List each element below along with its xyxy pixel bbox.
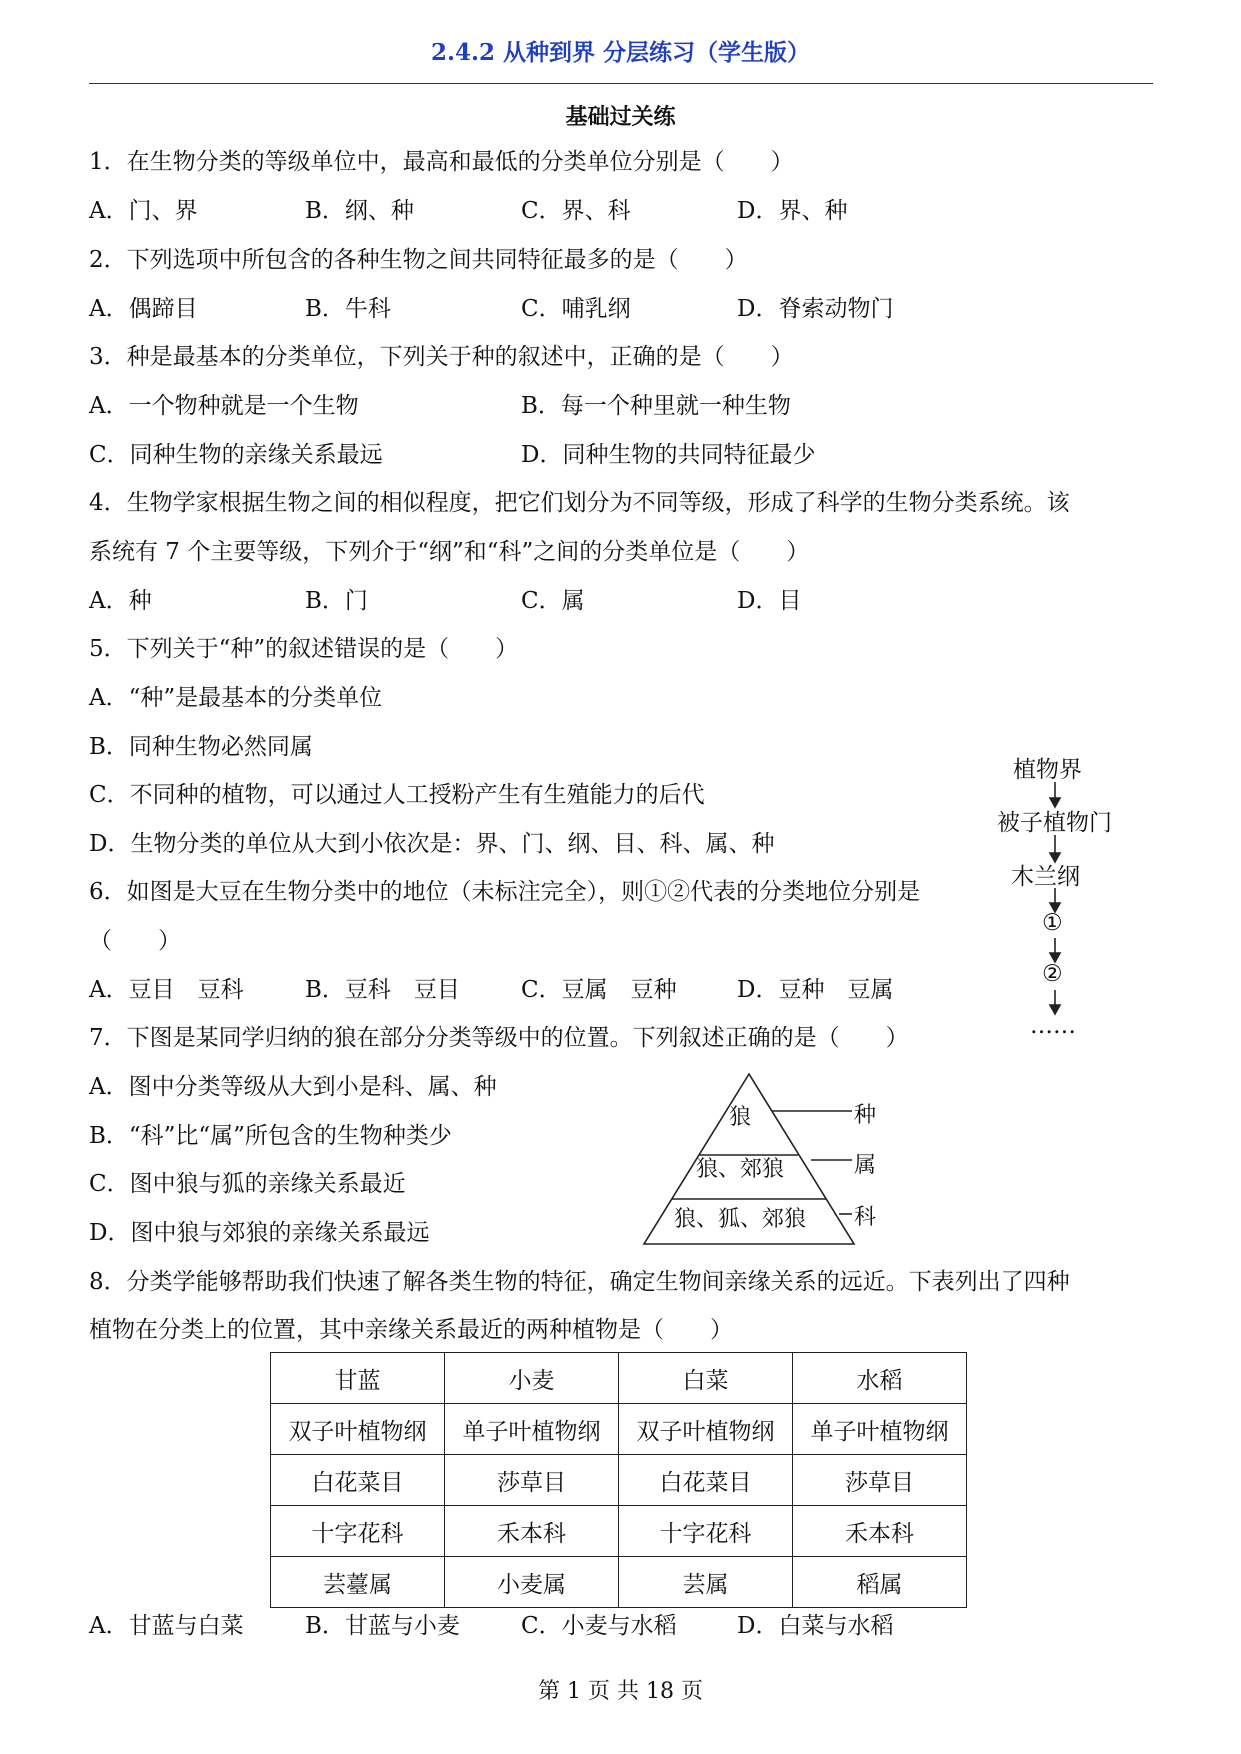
question-7-option-c: C．图中狼与狐的亲缘关系最近: [89, 1171, 406, 1197]
question-6-option-a: A．豆目 豆科: [89, 977, 244, 1003]
question-5-option-c: C．不同种的植物，可以通过人工授粉产生有生殖能力的后代: [89, 782, 705, 808]
question-2-option-c: C．哺乳纲: [521, 296, 631, 322]
page-title: 2.4.2 从种到界 分层练习（学生版）: [430, 39, 811, 66]
table-cell: 双子叶植物纲: [271, 1404, 445, 1455]
table-row: [271, 1353, 967, 1404]
question-4-stem-line-1: 4．生物学家根据生物之间的相似程度，把它们划分为不同等级，形成了科学的生物分类系统。该: [89, 490, 1070, 516]
question-8-option-a: A．甘蓝与白菜: [89, 1613, 244, 1639]
pyramid-row-family: 狼、狐、郊狼: [674, 1207, 807, 1232]
question-6-option-c: C．豆属 豆种: [521, 977, 677, 1003]
table-cell: 十字花科: [619, 1506, 793, 1557]
table-cell: 甘蓝: [271, 1353, 445, 1404]
taxonomy-level-class: 木兰纲: [1011, 864, 1080, 890]
table-cell: 小麦属: [445, 1557, 619, 1608]
question-5-option-b: B．同种生物必然同属: [89, 734, 313, 760]
table-cell: 单子叶植物纲: [445, 1404, 619, 1455]
taxonomy-level-2: ②: [1042, 961, 1063, 987]
question-1-option-a: A．门、界: [89, 198, 198, 224]
question-4-option-c: C．属: [521, 588, 585, 614]
question-3-option-b: B．每一个种里就一种生物: [521, 393, 791, 419]
question-5-option-d: D．生物分类的单位从大到小依次是：界、门、纲、目、科、属、种: [89, 831, 775, 857]
table-row: [271, 1506, 967, 1557]
question-4-option-b: B．门: [305, 588, 368, 614]
table-row: [271, 1455, 967, 1506]
table-cell: 芸薹属: [271, 1557, 445, 1608]
question-2-stem: 2．下列选项中所包含的各种生物之间共同特征最多的是（ ）: [89, 247, 748, 273]
table-cell: 水稻: [793, 1353, 967, 1404]
soybean-taxonomy-diagram: [997, 755, 1160, 1055]
question-7-option-d: D．图中狼与郊狼的亲缘关系最远: [89, 1220, 430, 1246]
question-3-stem: 3．种是最基本的分类单位，下列关于种的叙述中，正确的是（ ）: [89, 344, 794, 370]
question-2-option-b: B．牛科: [305, 296, 391, 322]
question-8-option-b: B．甘蓝与小麦: [305, 1613, 460, 1639]
table-row: [271, 1557, 967, 1608]
question-1-option-b: B．纲、种: [305, 198, 414, 224]
question-6-stem-line-1: 6．如图是大豆在生物分类中的地位（未标注完全），则①②代表的分类地位分别是: [89, 879, 921, 905]
question-8-stem-line-2: 植物在分类上的位置，其中亲缘关系最近的两种植物是（ ）: [89, 1317, 733, 1343]
table-cell: 禾本科: [445, 1506, 619, 1557]
question-8-option-c: C．小麦与水稻: [521, 1613, 677, 1639]
table-row: [271, 1404, 967, 1455]
table-cell: 白菜: [619, 1353, 793, 1404]
table-cell: 白花菜目: [619, 1455, 793, 1506]
table-cell: 十字花科: [271, 1506, 445, 1557]
taxonomy-level-ellipsis: ……: [1030, 1013, 1076, 1039]
question-6-option-b: B．豆科 豆目: [305, 977, 460, 1003]
table-cell: 芸属: [619, 1557, 793, 1608]
taxonomy-level-1: ①: [1042, 910, 1063, 936]
question-1-option-c: C．界、科: [521, 198, 631, 224]
question-2-option-d: D．脊索动物门: [737, 296, 894, 322]
question-4-option-a: A．种: [89, 588, 152, 614]
page-number-footer: 第 1 页 共 18 页: [538, 1679, 703, 1704]
question-5-option-a: A．“种”是最基本的分类单位: [89, 685, 383, 711]
question-3-option-c: C．同种生物的亲缘关系最远: [89, 442, 383, 468]
question-7-option-b: B．“科”比“属”所包含的生物种类少: [89, 1123, 452, 1149]
question-7-stem: 7．下图是某同学归纳的狼在部分分类等级中的位置。下列叙述正确的是（ ）: [89, 1025, 909, 1051]
question-1-stem: 1．在生物分类的等级单位中，最高和最低的分类单位分别是（ ）: [89, 149, 794, 175]
question-6-stem-line-2: （ ）: [89, 928, 181, 954]
question-5-stem: 5．下列关于“种”的叙述错误的是（ ）: [89, 636, 519, 662]
question-2-option-a: A．偶蹄目: [89, 296, 198, 322]
table-cell: 莎草目: [445, 1455, 619, 1506]
pyramid-row-genus: 狼、郊狼: [696, 1157, 785, 1182]
pyramid-label-family: 科: [854, 1205, 877, 1230]
question-8-option-d: D．白菜与水稻: [737, 1613, 894, 1639]
taxonomy-level-phylum: 被子植物门: [997, 810, 1112, 836]
table-cell: 稻属: [793, 1557, 967, 1608]
question-4-stem-line-2: 系统有 7 个主要等级，下列介于“纲”和“科”之间的分类单位是（ ）: [89, 539, 810, 565]
question-6-option-d: D．豆种 豆属: [737, 977, 894, 1003]
taxonomy-level-kingdom: 植物界: [1013, 757, 1082, 783]
header-divider: [89, 83, 1153, 84]
pyramid-label-genus: 属: [854, 1153, 877, 1178]
question-4-option-d: D．目: [737, 588, 802, 614]
table-cell: 单子叶植物纲: [793, 1404, 967, 1455]
question-1-option-d: D．界、种: [737, 198, 848, 224]
question-7-option-a: A．图中分类等级从大到小是科、属、种: [89, 1074, 497, 1100]
question-8-stem-line-1: 8．分类学能够帮助我们快速了解各类生物的特征，确定生物间亲缘关系的远近。下表列出了四种: [89, 1269, 1070, 1295]
plant-classification-table: [270, 1352, 967, 1608]
table-cell: 莎草目: [793, 1455, 967, 1506]
table-cell: 双子叶植物纲: [619, 1404, 793, 1455]
section-title: 基础过关练: [565, 104, 676, 130]
question-3-option-d: D．同种生物的共同特征最少: [521, 442, 816, 468]
table-cell: 小麦: [445, 1353, 619, 1404]
table-cell: 禾本科: [793, 1506, 967, 1557]
taxonomy-arrows: [1010, 755, 1160, 1055]
question-3-option-a: A．一个物种就是一个生物: [89, 393, 359, 419]
wolf-classification-pyramid: [640, 1070, 900, 1255]
pyramid-row-species: 狼: [729, 1105, 752, 1130]
table-cell: 白花菜目: [271, 1455, 445, 1506]
pyramid-label-species: 种: [854, 1103, 877, 1128]
